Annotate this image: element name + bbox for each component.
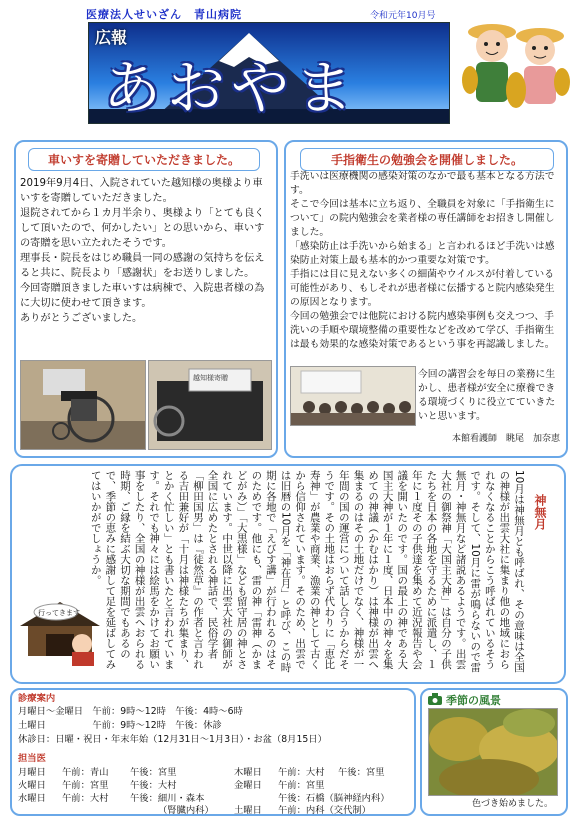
doctor-pm: 午後：大村: [130, 780, 177, 791]
hygiene-closing: 今回の講習会を毎日の業務に生かし、患者様が安全に療養できる環境づくりに役立てていきたいと思います。: [418, 369, 556, 422]
hygiene-article-title: 手指衛生の勉強会を開催しました。: [300, 148, 554, 171]
clinic-row-2: 土曜日 午前：9時～12時 午後：休診: [18, 720, 222, 731]
title-banner: [88, 22, 450, 124]
shrine-god-illustration: [16, 596, 104, 666]
doctor-day: 月曜日: [18, 767, 46, 778]
doctor-day: 火曜日: [18, 780, 46, 791]
doctors-title: 担当医: [18, 753, 46, 764]
hospital-name: 医療法人せいざん 青山病院: [86, 8, 242, 21]
doctor-pm: 午後：細川・森本: [130, 793, 205, 804]
hygiene-author: 本館看護師 眺尾 加奈恵: [451, 434, 560, 444]
doctor-am: 午前：宮里: [278, 780, 325, 791]
wheelchair-closeup-photo: [148, 360, 272, 450]
donation-label: 越知様寄贈: [193, 374, 228, 382]
doctor-pm: 午後：石橋（脳神経内科）: [278, 793, 390, 804]
farmers-harvest-illustration: [458, 10, 570, 118]
clinic-schedule: [18, 692, 410, 816]
shrine-illustration-wrapper: [16, 596, 104, 666]
wheelchair-article-body: 2019年9月4日、入院されていた越知様の奥様より車いすを寄贈していただきました。 退院されてから１カ月半余り、奥様より「とても良くして頂いたので、何かしたい」との思いから、車いすの寄贈を思い立たれたそうです。 理事長・院長をはじめ職員一同の感謝の気持ちを伝えると共に、院長より「感謝状」をお送りしました。 今回寄贈頂きました車いすは病棟で、入院患者様の為に大切に使わせて頂きます。 ありがとうございました。: [20, 178, 265, 324]
doctor-pm: 午後：宮里: [130, 767, 177, 778]
doctor-note: （腎臓内科）: [158, 805, 214, 816]
wheelchair-photo: [20, 360, 146, 450]
doctor-day: 水曜日: [18, 793, 46, 804]
season-caption: 色づき始めました。: [472, 799, 554, 809]
speech-bubble: 行ってきます: [38, 609, 80, 617]
kannazuki-title: 神無月: [533, 494, 547, 530]
clinic-row-3: 休診日：日曜・祝日・年末年始（12月31日～1月3日）・お盆（8月15日）: [18, 734, 327, 745]
clinic-row-1: 月曜日～金曜日 午前：9時～12時 午後：4時～6時: [18, 706, 243, 717]
camera-icon: [428, 693, 442, 705]
season-header: [428, 692, 558, 708]
doctor-day: 土曜日: [234, 805, 262, 816]
season-title: 季節の風景: [446, 694, 501, 707]
seminar-photo: [290, 366, 416, 426]
doctor-am: 午前：内科（交代制）: [278, 805, 371, 816]
doctor-am: 午前：大村: [62, 793, 109, 804]
kouhou-logo: 広報: [95, 28, 128, 47]
clinic-title: 診療案内: [18, 693, 56, 704]
doctor-pm: 午後：宮里: [338, 767, 385, 778]
doctor-am: 午前：宮里: [62, 780, 109, 791]
autumn-scenery-photo: [428, 708, 558, 796]
newsletter-title: あおやま: [103, 54, 360, 122]
wheelchair-article-title: 車いすを寄贈していただきました。: [28, 148, 260, 171]
issue-date: 令和元年10月号: [370, 11, 436, 21]
doctor-day: 金曜日: [234, 780, 262, 791]
doctor-day: 木曜日: [234, 767, 262, 778]
doctor-am: 午前：青山: [62, 767, 109, 778]
kannazuki-body: 10月は神無月とも呼ばれ、その意味は全国の神様が出雲大社に集まり他の地域におられなくなることからこう呼ばれているそうです。そして、10月に雷が鳴らないので雷無月・神無月など諸説あるようです。出雲大社の御祭神「大国主大神」は自分の子供たちを日本の各地を守るために派遣し、１年に１度その子供達を集めて近況報告や会議を開いたのです。国の最上の神である大国主大神が１年に１度、日本中の神々を集めての神議（かむはかり）は神様が出雲へ集まるのはその土地だけでなく、神様が一年間の国の運営について話し合うからだそうです。その土地はおらず代わりに「恵比寿神」が農業や商業、漁業の神として古くから信仰されています。そのため、出雲では旧暦の10月を「神在月」と呼び、この時期に各地で「えびす講」が行われるのはそのためです。他にも、雷の神「雷神（かまどがみ）」「大黒様」なども留守居の神とされています。中世以降に出雲大社の御師が全国に広めたとされる神話で、民俗学者「柳田国男」は『徒然草』の作者と言われる吉田兼好が「十月は神様たちが集まり、とかく忙しい」とも書いたと言われています。それでも神々には絵馬をかけてお願い事をしたり、全国の神様が出雲へおられる時期、ご縁を結ぶ大切な期間でもあるので、季節の恵みに感謝して足を延ばしてみてはいかがでしょうか。: [89, 470, 525, 673]
hygiene-article-body: 手洗いは医療機関の感染対策のなかで最も基本となる方法です。 そこで今回は基本に立ち返り、全職員を対象に「手指衛生について」の院内勉強会を業者様の専任講師をお招きし開催しました。 「感染防止は手洗いから始まる」と言われるほど手洗いは感染防止対策上最も基本的かつ重要な対策です。 手指には目に見えない多くの細菌やウイルスが付着している可能性があり、もしそれが患者様に伝播すると院内感染発生の原因となります。 今回の勉強会では他院における院内感染事例も交えつつ、手洗いの手順や環境整備の重要性などを改めて学び、手指衛生は最も効果的な感染対策であるという事を再認識しました。: [290, 171, 555, 350]
doctor-am: 午前：大村: [278, 767, 325, 778]
